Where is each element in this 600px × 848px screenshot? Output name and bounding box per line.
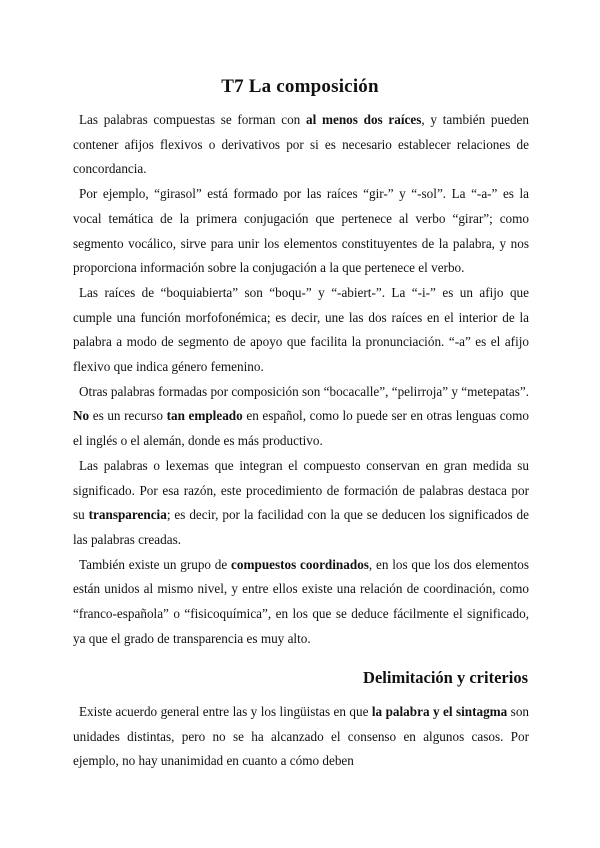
paragraph bbox=[73, 553, 529, 652]
body-section-2 bbox=[73, 700, 529, 774]
paragraph bbox=[73, 281, 529, 380]
text-run: Las palabras compuestas se forman con bbox=[79, 112, 306, 127]
text-run: en español, como lo puede ser en otras lenguas como el inglés o el alemán, donde es más productivo. bbox=[73, 408, 530, 449]
text-run: También existe un grupo de bbox=[79, 556, 232, 572]
bold-text: compuestos coordinados bbox=[231, 556, 369, 572]
text-run: son unidades distintas, pero no se ha alcanzado el consenso en algunos casos. Por ejemplo, no hay unanimidad en cuanto a cómo deben bbox=[73, 704, 530, 769]
bold-text: tan empleado bbox=[166, 408, 243, 424]
bold-text: No bbox=[73, 408, 90, 424]
text-run: Las palabras o lexemas que integran el compuesto conservan en gran medida su significado. Por esa razón, este procedimiento de formación de palabras destaca por su bbox=[73, 457, 529, 523]
paragraph bbox=[73, 454, 529, 553]
text-run: Existe acuerdo general entre las y los lingüistas en que bbox=[79, 704, 372, 719]
paragraph bbox=[73, 108, 529, 182]
section-heading: Delimitación y criterios bbox=[363, 668, 528, 687]
paragraph bbox=[73, 182, 529, 281]
paragraph bbox=[73, 700, 529, 774]
bold-text: la palabra y el sintagma bbox=[371, 704, 508, 719]
text-run: Otras palabras formadas por composición son “bocacalle”, “pelirroja” y “metepatas”. bbox=[79, 383, 530, 399]
text-run: ; es decir, por la facilidad con la que se deducen los significados de las palabras creadas. bbox=[73, 507, 529, 547]
text-run: es un recurso bbox=[89, 408, 167, 424]
text-run: Por ejemplo, “girasol” está formado por las raíces “gir-” y “-sol”. La “-a-” es la vocal temática de la primera conjugación que pertenece al verbo “girar”; como segmento vocálico, sirve para unir los elementos constituyentes de la palabra, y nos proporciona información sobre la conjugación a la que pertenece el verbo. bbox=[73, 186, 529, 276]
text-run: , y también pueden contener afijos flexivos o derivativos por si es necesario establecer relaciones de concordancia. bbox=[73, 112, 529, 177]
text-run: , en los que los dos elementos están unidos al mismo nivel, y entre ellos existe una relación de coordinación, como “franco-española” o “fisicoquímica”, en los que se deduce fácilmente el significado, ya que el grado de transparencia es muy alto. bbox=[73, 556, 529, 646]
bold-text: al menos dos raíces bbox=[306, 112, 422, 127]
page-title: T7 La composición bbox=[221, 76, 379, 97]
text-run: Las raíces de “boquiabierta” son “boqu-” y “-abiert-”. La “-i-” es un afijo que cumple una función morfofonémica; es decir, une las dos raíces en el interior de la palabra a modo de segmento de apoyo que facilita la pronunciación. “-a” es el afijo flexivo que indica género femenino. bbox=[73, 284, 529, 375]
body-section bbox=[73, 108, 529, 651]
bold-text: transparencia bbox=[88, 507, 167, 523]
paragraph bbox=[73, 380, 529, 454]
